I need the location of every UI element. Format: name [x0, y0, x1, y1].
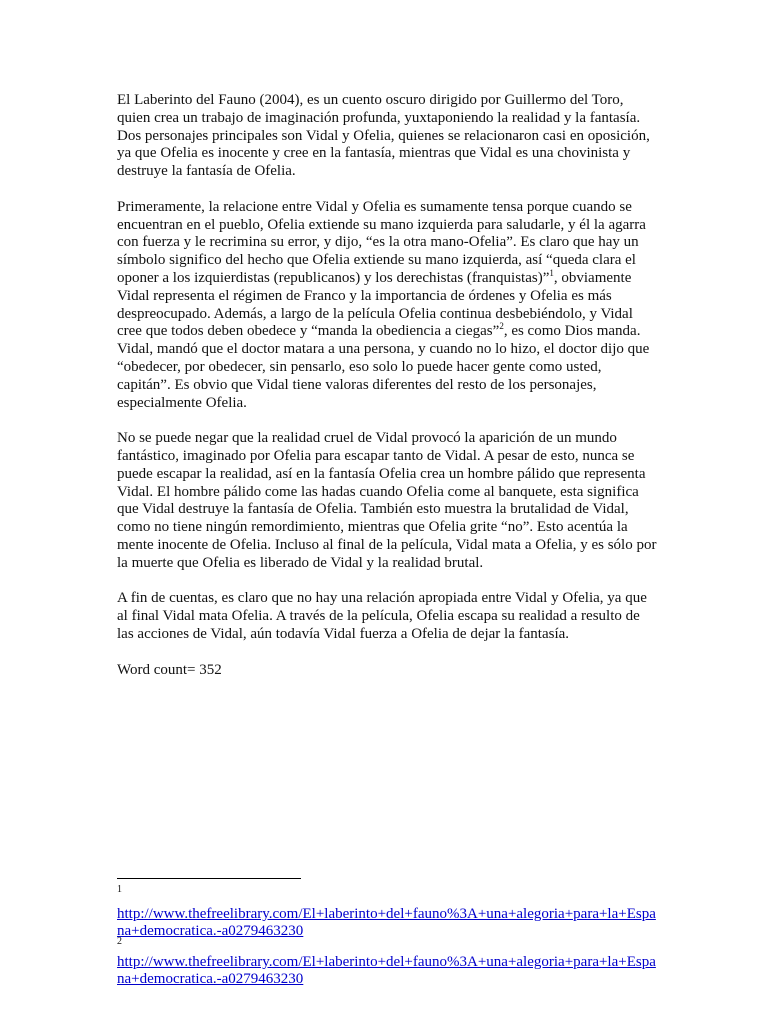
paragraph-conclusion: A fin de cuentas, es claro que no hay una relación apropiada entre Vidal y Ofelia, ya que al final Vidal mata Ofelia. A través de la película, Ofelia escapa su realidad a resulto de las acciones de Vidal, aún todavía Vidal fuerza a Ofelia de dejar la fantasía. — [117, 590, 647, 642]
footnote-2 — [117, 936, 657, 988]
footnote-ref-2[interactable]: 2 — [499, 321, 504, 332]
paragraph-fantasy: No se puede negar que la realidad cruel de Vidal provocó la aparición de un mundo fantástico, imaginado por Ofelia para escapar tanto de Vidal. A pesar de esto, nunca se puede escapar la realidad, así en la fantasía Ofelia crea un hombre pálido que representa Vidal. El hombre pálido come las hadas cuando Ofelia come al banquete, esta significa que Vidal destruye la fantasía de Ofelia. También esto muestra la brutalidad de Vidal, como no tiene ningún remordimiento, mientras que Ofelia grite “no”. Esto acentúa la mente inocente de Ofelia. Incluso al final de la película, Vidal mata a Ofelia, y es sólo por la muerte que Ofelia es liberado de Vidal y la realidad brutal. — [117, 430, 657, 571]
paragraph-symbolism-part-b: , obviamente Vidal representa el régimen de Franco y la importancia de órdenes y Ofelia es más despreocupado. Además, a largo de la película Ofelia continua desbebiéndolo, y Vidal cree que todos deben obedece y “manda la obediencia a ciegas” — [117, 269, 633, 340]
footnote-link[interactable]: http://www.thefreelibrary.com/El+laberinto+del+fauno%3A+una+alegoria+para+la+Espana+democratica.-a0279463230 — [117, 954, 656, 987]
paragraph-symbolism — [117, 199, 657, 413]
footnote-number: 1 — [117, 884, 122, 895]
paragraph-intro: El Laberinto del Fauno (2004), es un cuento oscuro dirigido por Guillermo del Toro, quien crea un trabajo de imaginación profunda, yuxtaponiendo la realidad y la fantasía. Dos personajes principales son Vidal y Ofelia, quienes se relacionaron casi en oposición, ya que Ofelia es inocente y cree en la fantasía, mientras que Vidal es una chovinista y destruye la fantasía de Ofelia. — [117, 92, 650, 180]
paragraph-symbolism-part-c: , es como Dios manda. Vidal, mandó que el doctor matara a una persona, y cuando no lo hizo, el doctor dijo que “obedecer, por obedecer, sin pensarlo, eso solo lo puede hacer gente como usted, capitán”. Es obvio que Vidal tiene valoras diferentes del resto de los personajes, especialmente Ofelia. — [117, 323, 650, 411]
footnote-1 — [117, 884, 657, 940]
footnote-number: 2 — [117, 936, 122, 947]
essay-body — [117, 92, 657, 697]
paragraph-symbolism-part-a: Primeramente, la relacione entre Vidal y Ofelia es sumamente tensa porque cuando se encuentran en el pueblo, Ofelia extiende su mano izquierda para saludarle, y él la agarra con fuerza y le recrimina su error, y dijo, “es la otra mano-Ofelia”. Es claro que hay un símbolo significo del hecho que Ofelia extiende su mano izquierda, así “queda clara el oponer a los izquierdistas (republicanos) y los derechistas (franquistas)” — [117, 198, 646, 286]
footnote-link[interactable]: http://www.thefreelibrary.com/El+laberinto+del+fauno%3A+una+alegoria+para+la+Espana+democratica.-a0279463230 — [117, 906, 656, 939]
footnote-divider — [117, 878, 301, 879]
word-count: Word count= 352 — [117, 661, 222, 678]
footnote-ref-1[interactable]: 1 — [549, 267, 554, 278]
footnotes-section — [117, 884, 657, 996]
